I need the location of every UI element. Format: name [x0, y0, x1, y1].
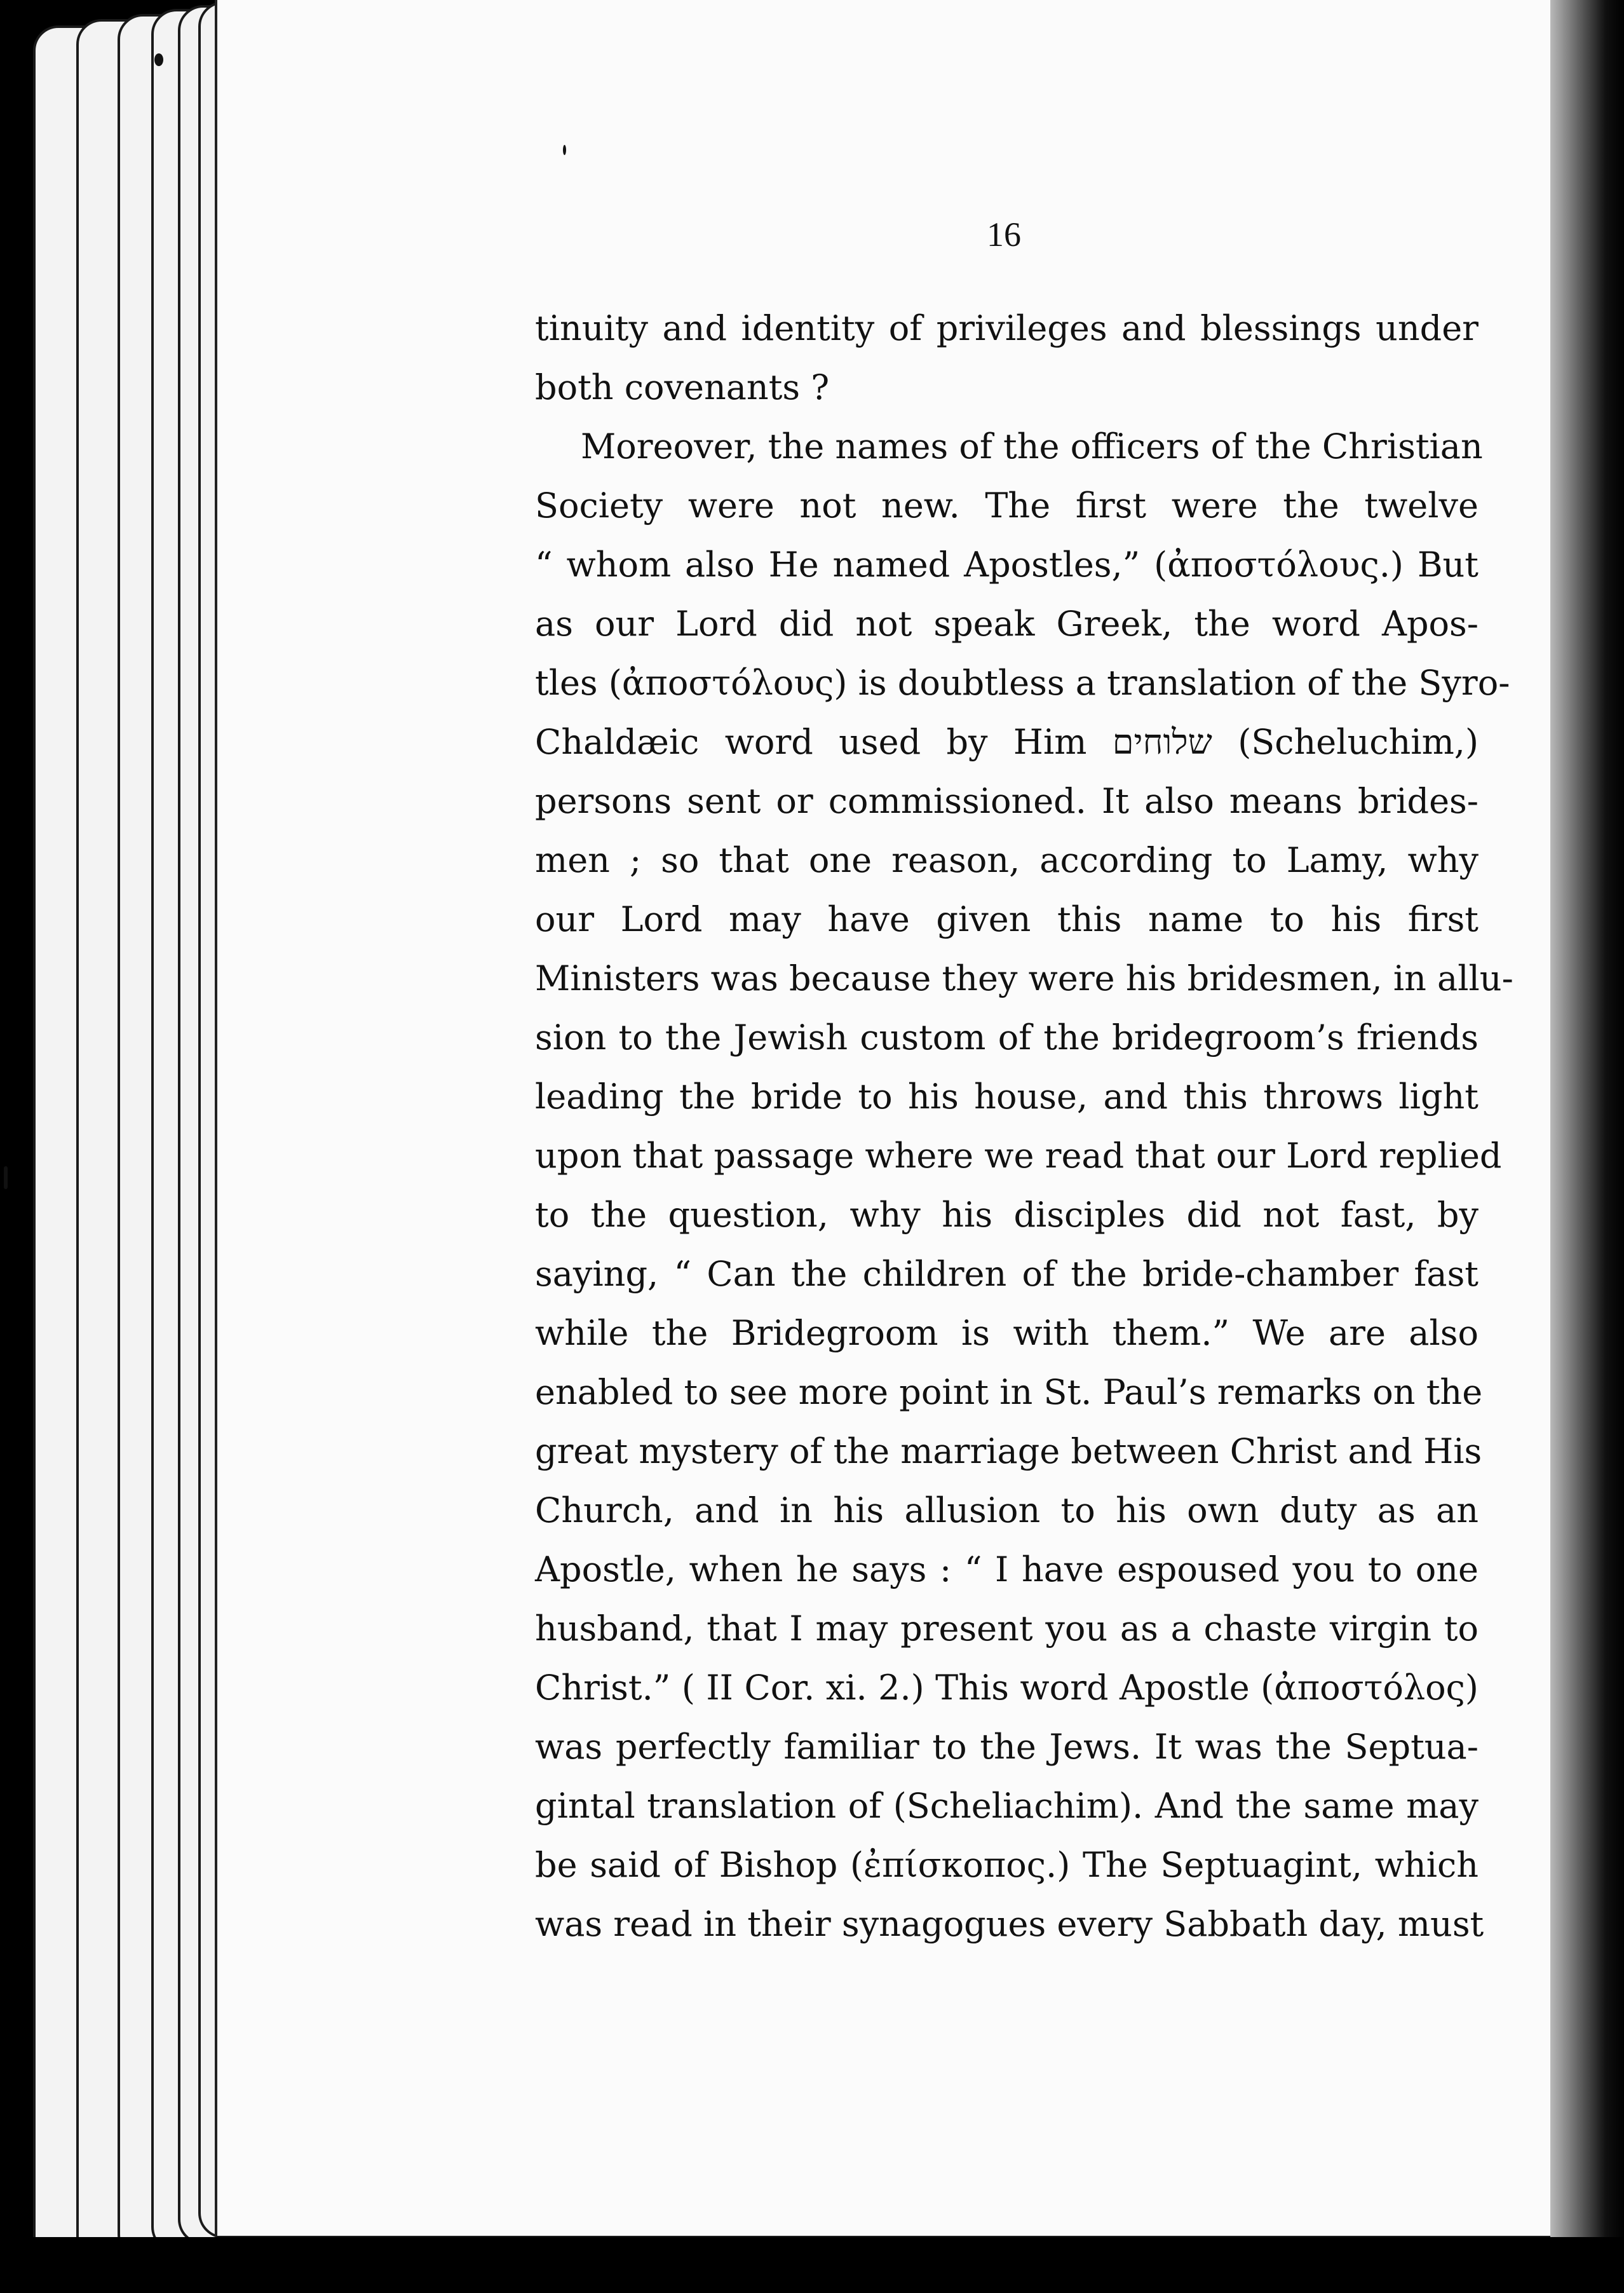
text-line: great mystery of the marriage between Christ and His — [535, 1431, 1482, 1471]
text-line: Moreover, the names of the officers of the Christian — [581, 426, 1483, 466]
text-line: our Lord may have given this name to his first — [535, 899, 1479, 939]
text-line: both covenants ? — [535, 367, 830, 407]
text-line: as our Lord did not speak Greek, the word Apos- — [535, 604, 1479, 644]
ink-speck — [563, 145, 566, 155]
text-line: was read in their synagogues every Sabbath day, must — [535, 1904, 1484, 1944]
text-line: tinuity and identity of privileges and blessings under — [535, 308, 1479, 348]
text-line: husband, that I may present you as a chaste virgin to — [535, 1609, 1479, 1649]
text-line: saying, “ Can the children of the bride-chamber fast — [535, 1254, 1479, 1294]
text-line: to the question, why his disciples did not fast, by — [535, 1195, 1479, 1235]
text-line: gintal translation of (Scheliachim). And the same may — [535, 1786, 1479, 1826]
text-line: Ministers was because they were his bridesmen, in allu- — [535, 958, 1513, 998]
text-line: was perfectly familiar to the Jews. It was the Septua- — [535, 1727, 1479, 1767]
text-line: sion to the Jewish custom of the bridegroom’s friends — [535, 1017, 1479, 1058]
text-line: Apostle, when he says : “ I have espoused you to one — [535, 1549, 1479, 1589]
text-line: “ whom also He named Apostles,” (ἀποστόλους.) But — [535, 545, 1479, 585]
body-text — [535, 299, 1513, 1954]
scan-border — [0, 2237, 1624, 2293]
text-line: Church, and in his allusion to his own duty as an — [535, 1490, 1479, 1530]
text-line: Christ.” ( II Cor. xi. 2.) This word Apostle (ἀποστόλος) — [535, 1668, 1479, 1708]
text-line: be said of Bishop (ἐπίσκοπος.) The Septuagint, which — [535, 1845, 1479, 1885]
text-line: persons sent or commissioned. It also means brides- — [535, 781, 1479, 821]
ink-speck — [4, 1166, 8, 1189]
text-line: tles (ἀποστόλους) is doubtless a translation of the Syro- — [535, 663, 1510, 703]
text-line: while the Bridegroom is with them.” We are also — [535, 1313, 1479, 1353]
text-line: enabled to see more point in St. Paul’s remarks on the — [535, 1372, 1483, 1412]
text-line: Chaldæic word used by Him שלוחים (Scheluchim,) — [535, 722, 1479, 762]
text-line: men ; so that one reason, according to Lamy, why — [535, 840, 1479, 880]
binding-shadow — [1550, 0, 1624, 2293]
text-line: upon that passage where we read that our Lord replied — [535, 1136, 1502, 1176]
page-number: 16 — [987, 215, 1021, 254]
ink-speck — [154, 53, 163, 66]
text-line: leading the bride to his house, and this throws light — [535, 1077, 1479, 1117]
text-line: Society were not new. The first were the twelve — [535, 486, 1479, 526]
